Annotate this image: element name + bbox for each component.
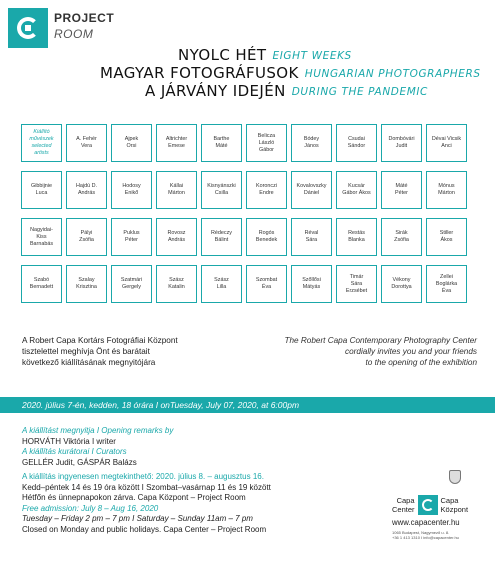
- artist-name: Barthe Máté: [213, 136, 230, 149]
- hours-hu: Kedd–péntek 14 és 19 óra között I Szombat–vasárnap 11 és 19 között: [22, 482, 271, 492]
- intro-hu-line: tisztelettel meghívja Önt és barátait: [22, 347, 150, 356]
- opening-label: A kiállítást megnyitja I Opening remarks by: [22, 426, 174, 435]
- capa-left-line2: Center: [392, 505, 415, 514]
- intro-english: [284, 335, 477, 368]
- artist-name: Hajdú D. András: [76, 183, 97, 196]
- free-admission-en: Free admission: July 8 – Aug 16, 2020: [22, 503, 159, 513]
- artist-name: Rogós Benedek: [255, 230, 278, 243]
- artist-name: Kisnyánszki Csilla: [207, 183, 236, 196]
- artist-cell: [21, 124, 62, 162]
- artist-name: Ajpek Orsi: [124, 136, 139, 149]
- capa-center-logo: [392, 495, 492, 540]
- artist-name: Nagyidai- Kiss Barnabás: [29, 226, 54, 247]
- artist-cell: [246, 218, 287, 256]
- artist-cell: [336, 124, 377, 162]
- capa-address-line: 1065 Budapest, Nagymező u. 8.: [392, 530, 450, 535]
- artist-cell: [201, 171, 242, 209]
- brand-line1: PROJECT: [54, 11, 115, 25]
- artist-grid: [21, 124, 472, 303]
- artist-cell: [21, 265, 62, 303]
- artist-name: Restás Blanka: [348, 230, 365, 243]
- artist-name: Szabó Bernadett: [29, 277, 54, 290]
- artist-cell: [156, 265, 197, 303]
- artist-cell: [291, 124, 332, 162]
- event-info: [22, 426, 271, 535]
- artist-name: Pályi Zsófia: [79, 230, 94, 243]
- artist-cell: [381, 171, 422, 209]
- artist-name: Szatmári Gergely: [120, 277, 143, 290]
- coat-of-arms-icon: [449, 470, 461, 484]
- capa-address: [392, 530, 492, 540]
- capa-left-line1: Capa: [396, 496, 415, 505]
- artist-cell: [291, 218, 332, 256]
- artist-cell: [246, 265, 287, 303]
- intro-en-line: to the opening of the exhibition: [365, 358, 477, 367]
- curators-names: GELLÉR Judit, GÁSPÁR Balázs: [22, 457, 137, 467]
- project-room-logo: [8, 8, 48, 48]
- artist-cell: [426, 124, 467, 162]
- artist-name: Vékony Dorottya: [391, 277, 412, 290]
- ministry-emblem: [445, 470, 465, 492]
- artist-cell: [336, 265, 377, 303]
- artist-cell: [381, 218, 422, 256]
- artist-name: Kovalovszky Dániel: [296, 183, 327, 196]
- intro-en-line: The Robert Capa Contemporary Photography Center: [284, 336, 477, 345]
- artist-cell: [111, 124, 152, 162]
- artist-cell: [426, 265, 467, 303]
- artist-cell: [201, 124, 242, 162]
- artist-name: Máté Péter: [395, 183, 408, 196]
- artist-name: Szőllősi Mátyás: [302, 277, 321, 290]
- artist-name: Zellei Boglárka Éva: [435, 273, 458, 294]
- artist-name: Hodosy Enikő: [122, 183, 141, 196]
- artist-cell: [426, 218, 467, 256]
- artist-cell: [291, 265, 332, 303]
- closed-en: Closed on Monday and public holidays. Capa Center – Project Room: [22, 524, 267, 534]
- hours-en: Tuesday – Friday 2 pm – 7 pm I Saturday – Sunday 11am – 7 pm: [22, 514, 253, 523]
- capa-contact-line: +36 1 413 1310 I info@capacenter.hu: [392, 535, 459, 540]
- artist-cell: [246, 124, 287, 162]
- artist-name: Gibbijnie Luca: [31, 183, 52, 196]
- artist-cell: [201, 265, 242, 303]
- intro-hu-line: következő kiállításának megnyitójára: [22, 358, 156, 367]
- artist-cell: [21, 218, 62, 256]
- artist-name: A. Fehér Vera: [76, 136, 97, 149]
- title-hu-line1: NYOLC HÉT: [178, 46, 267, 64]
- artist-cell: [111, 171, 152, 209]
- closed-hu: Hétfőn és ünnepnapokon zárva. Capa Központ – Project Room: [22, 493, 246, 502]
- artist-name: Réval Sára: [304, 230, 319, 243]
- brand-line2: ROOM: [54, 27, 94, 41]
- artist-name: Dévai Vicsik Anci: [431, 136, 462, 149]
- artist-name: Bódey János: [303, 136, 320, 149]
- title-en-line3: DURING THE PANDEMIC: [291, 86, 428, 98]
- intro-hungarian: [22, 335, 178, 368]
- artist-cell: [111, 218, 152, 256]
- artist-name: Mónus Márton: [438, 183, 455, 196]
- artist-cell: [201, 218, 242, 256]
- artist-name: Timár Sára Erzsébet: [345, 273, 368, 294]
- artist-name: Kiállító művészek selected artists: [29, 129, 54, 156]
- artist-name: Kucsár Gábor Ákos: [342, 183, 371, 196]
- title-hu-line3: A JÁRVÁNY IDEJÉN: [145, 82, 286, 100]
- artist-cell: [156, 218, 197, 256]
- artist-cell: [381, 124, 422, 162]
- artist-name: Szász Lilla: [214, 277, 229, 290]
- opening-speaker: HORVÁTH Viktória I writer: [22, 436, 116, 446]
- intro-hu-line: A Robert Capa Kortárs Fotográfiai Központ: [22, 336, 178, 345]
- artist-cell: [291, 171, 332, 209]
- opening-date-band: 2020. július 7-én, kedden, 18 órára I onTuesday, July 07, 2020, at 6:00pm: [0, 397, 495, 413]
- artist-name: Kállai Márton: [168, 183, 185, 196]
- artist-cell: [111, 265, 152, 303]
- artist-cell: [66, 124, 107, 162]
- capa-right-line1: Capa: [440, 496, 459, 505]
- artist-cell: [381, 265, 422, 303]
- artist-cell: [66, 265, 107, 303]
- title-en-line1: EIGHT WEEKS: [272, 50, 352, 62]
- artist-name: Puklus Péter: [123, 230, 140, 243]
- artist-cell: [426, 171, 467, 209]
- artist-cell: [156, 171, 197, 209]
- artist-name: Stiller Ákos: [439, 230, 454, 243]
- artist-cell: [336, 171, 377, 209]
- artist-name: Szász Katalin: [168, 277, 185, 290]
- artist-name: Rovosz András: [167, 230, 186, 243]
- artist-name: Dombóvári Judit: [388, 136, 415, 149]
- artist-cell: [21, 171, 62, 209]
- free-admission-hu: A kiállítás ingyenesen megtekinthető: 2020. július 8. – augusztus 16.: [22, 472, 264, 481]
- artist-name: Csudai Sándor: [347, 136, 366, 149]
- artist-cell: [156, 124, 197, 162]
- intro-en-line: cordially invites you and your friends: [345, 347, 477, 356]
- title-en-line2: HUNGARIAN PHOTOGRAPHERS: [304, 68, 481, 80]
- exhibition-title: [100, 46, 490, 100]
- artist-cell: [66, 171, 107, 209]
- artist-cell: [66, 218, 107, 256]
- artist-name: Rédeczy Bálint: [211, 230, 232, 243]
- artist-cell: [246, 171, 287, 209]
- capa-logo-icon: [418, 495, 438, 515]
- capa-website-link[interactable]: www.capacenter.hu: [392, 518, 460, 527]
- artist-name: Koronczi Endre: [256, 183, 277, 196]
- title-hu-line2: MAGYAR FOTOGRÁFUSOK: [100, 64, 299, 82]
- artist-name: Belicza László Gábor: [257, 132, 276, 153]
- artist-cell: [336, 218, 377, 256]
- artist-name: Szombat Éva: [255, 277, 278, 290]
- artist-name: Szalay Krisztina: [76, 277, 97, 290]
- artist-name: Altrichter Emese: [165, 136, 188, 149]
- artist-name: Sirák Zsófia: [394, 230, 409, 243]
- capa-right-line2: Központ: [440, 505, 469, 514]
- curators-label: A kiállítás kurátorai I Curators: [22, 447, 127, 456]
- brand-name: [54, 10, 114, 42]
